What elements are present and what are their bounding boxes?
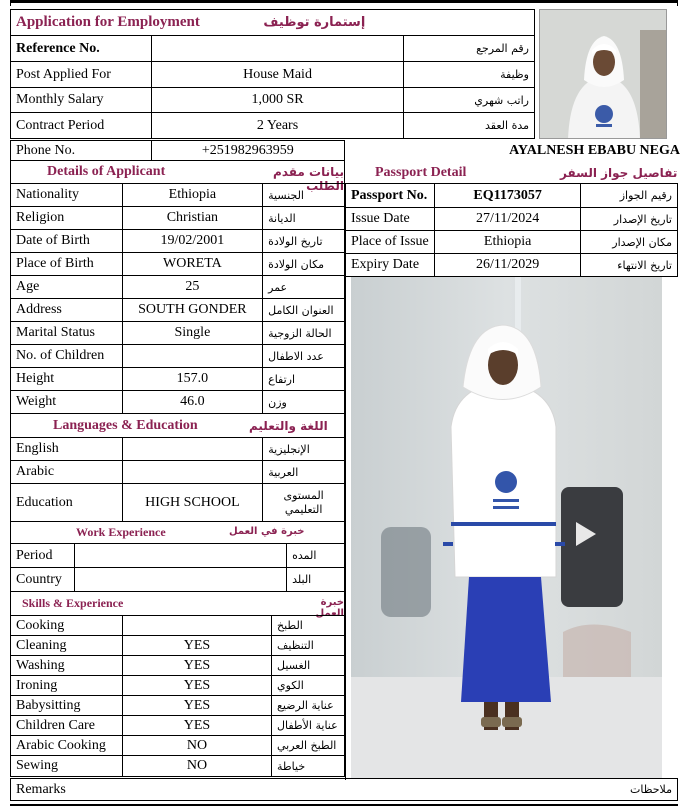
details-table	[10, 183, 345, 414]
row-label-arabic: المستوى التعليمي	[263, 484, 345, 522]
languages-section-header	[10, 414, 345, 437]
passport-title-arabic: تفاصيل جواز السفر	[560, 166, 678, 180]
remarks-label-arabic: ملاحظات	[344, 779, 678, 801]
row-label-arabic: العنوان الكامل	[263, 299, 345, 322]
passport-table	[345, 183, 678, 277]
row-value[interactable]: 157.0	[122, 368, 262, 391]
row-value[interactable]: Ethiopia	[122, 184, 262, 207]
row-label-arabic: مكان الولادة	[263, 253, 345, 276]
remarks-table	[10, 778, 678, 801]
row-value[interactable]	[122, 345, 262, 368]
row-label-arabic: العربية	[263, 461, 345, 484]
row-label-arabic: وزن	[263, 391, 345, 414]
row-value[interactable]: 25	[122, 276, 262, 299]
row-value[interactable]: NO	[122, 756, 271, 777]
row-value[interactable]	[74, 568, 286, 592]
row-label: Expiry Date	[346, 254, 435, 277]
top-border	[10, 0, 678, 6]
phone-label: Phone No.	[11, 141, 152, 161]
row-label: Arabic	[11, 461, 123, 484]
table-row	[11, 230, 345, 253]
row-label: Contract Period	[11, 113, 152, 139]
row-label-arabic: مدة العقد	[404, 113, 535, 139]
table-row	[11, 544, 345, 568]
person-full-photo-icon	[351, 277, 662, 778]
row-label: Religion	[11, 207, 123, 230]
bottom-border	[10, 804, 678, 806]
row-label-arabic: تاريخ الإصدار	[581, 208, 678, 231]
skills-title: Skills & Experience	[22, 596, 124, 610]
work-section-header	[10, 521, 345, 543]
row-label: Reference No.	[11, 36, 152, 62]
top-info-table	[10, 35, 535, 139]
row-value[interactable]: WORETA	[122, 253, 262, 276]
work-table	[10, 543, 345, 592]
row-label: Weight	[11, 391, 123, 414]
row-value[interactable]: 27/11/2024	[434, 208, 581, 231]
table-row	[11, 756, 345, 777]
table-row	[346, 231, 678, 254]
row-label-arabic: الإنجليزية	[263, 438, 345, 461]
table-row	[11, 568, 345, 592]
table-row	[11, 299, 345, 322]
row-value[interactable]: YES	[122, 696, 271, 716]
table-row	[11, 676, 345, 696]
row-value[interactable]: 46.0	[122, 391, 262, 414]
row-label: Post Applied For	[11, 62, 152, 88]
row-label-arabic: الغسيل	[272, 656, 345, 676]
row-label: Place of Issue	[346, 231, 435, 254]
row-value[interactable]: NO	[122, 736, 271, 756]
column-divider	[345, 275, 346, 780]
row-value[interactable]: Single	[122, 322, 262, 345]
table-row	[346, 184, 678, 208]
passport-title: Passport Detail	[375, 165, 467, 180]
row-label: Children Care	[11, 716, 123, 736]
row-label: Passport No.	[346, 184, 435, 208]
remarks-label: Remarks	[11, 779, 345, 801]
languages-title-arabic: اللغة والتعليم	[249, 419, 328, 433]
row-value[interactable]	[122, 461, 263, 484]
row-label-arabic: عناية الأطفال	[272, 716, 345, 736]
table-row	[11, 345, 345, 368]
table-row	[11, 736, 345, 756]
row-label: No. of Children	[11, 345, 123, 368]
row-label-arabic: البلد	[287, 568, 345, 592]
row-value[interactable]: YES	[122, 636, 271, 656]
row-value[interactable]	[151, 36, 403, 62]
row-label: Ironing	[11, 676, 123, 696]
row-label-arabic: عناية الرضيع	[272, 696, 345, 716]
applicant-name: AYALNESH EBABU NEGA	[509, 143, 680, 158]
details-title: Details of Applicant	[47, 164, 166, 179]
row-label: Washing	[11, 656, 123, 676]
row-value[interactable]: EQ1173057	[434, 184, 581, 208]
row-value[interactable]	[122, 616, 271, 636]
row-label-arabic: تاريخ الولادة	[263, 230, 345, 253]
row-label-arabic: التنظيف	[272, 636, 345, 656]
row-label: English	[11, 438, 123, 461]
table-row	[11, 716, 345, 736]
table-row	[11, 696, 345, 716]
table-row	[11, 484, 345, 522]
row-value[interactable]: 26/11/2029	[434, 254, 581, 277]
row-label: Age	[11, 276, 123, 299]
row-value[interactable]	[122, 438, 263, 461]
phone-table	[10, 140, 345, 161]
row-value[interactable]: 19/02/2001	[122, 230, 262, 253]
table-row	[11, 656, 345, 676]
work-title-arabic: خبرة في العمل	[229, 526, 305, 537]
work-title: Work Experience	[76, 525, 166, 539]
table-row	[11, 368, 345, 391]
row-label-arabic: تاريخ الانتهاء	[581, 254, 678, 277]
row-label-arabic: الطبخ	[272, 616, 345, 636]
row-label: Country	[11, 568, 75, 592]
table-row	[11, 113, 535, 139]
table-row	[11, 184, 345, 207]
table-row	[11, 322, 345, 345]
languages-title: Languages & Education	[53, 418, 198, 433]
table-row	[11, 207, 345, 230]
profile-photo	[539, 9, 667, 139]
row-label: Period	[11, 544, 75, 568]
row-label-arabic: المده	[287, 544, 345, 568]
table-row	[11, 391, 345, 414]
row-label: Education	[11, 484, 123, 522]
table-row	[346, 208, 678, 231]
row-label-arabic: وظيفة	[404, 62, 535, 88]
row-label: Nationality	[11, 184, 123, 207]
row-value[interactable]: Christian	[122, 207, 262, 230]
table-row	[11, 36, 535, 62]
row-label-arabic: الجنسية	[263, 184, 345, 207]
full-body-photo	[351, 277, 662, 778]
row-label-arabic: عمر	[263, 276, 345, 299]
row-label: Babysitting	[11, 696, 123, 716]
row-label-arabic: عدد الاطفال	[263, 345, 345, 368]
row-label-arabic: راتب شهري	[404, 88, 535, 113]
table-row	[11, 88, 535, 113]
row-label: Address	[11, 299, 123, 322]
row-value[interactable]: YES	[122, 716, 271, 736]
header-table	[10, 9, 535, 36]
row-value[interactable]: YES	[122, 676, 271, 696]
form-title-arabic: إستمارة توظيف	[263, 15, 366, 30]
row-label: Height	[11, 368, 123, 391]
person-portrait-icon	[540, 10, 667, 139]
form-title: Application for Employment	[16, 14, 200, 30]
row-label: Place of Birth	[11, 253, 123, 276]
row-label-arabic: الحالة الزوجية	[263, 322, 345, 345]
row-value[interactable]: 2 Years	[151, 113, 403, 139]
row-value[interactable]: YES	[122, 656, 271, 676]
row-value[interactable]: SOUTH GONDER	[122, 299, 262, 322]
row-label: Cooking	[11, 616, 123, 636]
row-label: Marital Status	[11, 322, 123, 345]
row-label: Sewing	[11, 756, 123, 777]
table-row	[11, 636, 345, 656]
row-label-arabic: الطبخ العربي	[272, 736, 345, 756]
row-label-arabic: ارتفاع	[263, 368, 345, 391]
table-row	[11, 62, 535, 88]
row-value[interactable]: House Maid	[151, 62, 403, 88]
row-value[interactable]	[74, 544, 286, 568]
passport-section-header	[345, 161, 678, 183]
table-row	[11, 461, 345, 484]
languages-table	[10, 437, 345, 522]
row-label: Date of Birth	[11, 230, 123, 253]
skills-title-arabic: خبرة العمل	[315, 597, 344, 619]
row-label-arabic: خياطة	[272, 756, 345, 777]
row-value[interactable]: Ethiopia	[434, 231, 581, 254]
details-section-header	[10, 161, 345, 193]
row-label-arabic: الديانة	[263, 207, 345, 230]
table-row	[11, 276, 345, 299]
row-value[interactable]: 1,000 SR	[151, 88, 403, 113]
table-row	[11, 616, 345, 636]
row-value[interactable]: HIGH SCHOOL	[122, 484, 263, 522]
phone-value[interactable]: +251982963959	[151, 141, 344, 161]
row-label-arabic: رقم المرجع	[404, 36, 535, 62]
skills-table	[10, 615, 345, 777]
row-label: Cleaning	[11, 636, 123, 656]
row-label-arabic: رقيم الجواز	[581, 184, 678, 208]
row-label-arabic: مكان الإصدار	[581, 231, 678, 254]
skills-section-header	[10, 591, 345, 619]
details-title-arabic: بيانات مقدم الطلب	[273, 165, 344, 193]
table-row	[346, 254, 678, 277]
table-row	[11, 438, 345, 461]
table-row	[11, 253, 345, 276]
row-label: Issue Date	[346, 208, 435, 231]
row-label-arabic: الكوي	[272, 676, 345, 696]
row-label: Monthly Salary	[11, 88, 152, 113]
row-label: Arabic Cooking	[11, 736, 123, 756]
